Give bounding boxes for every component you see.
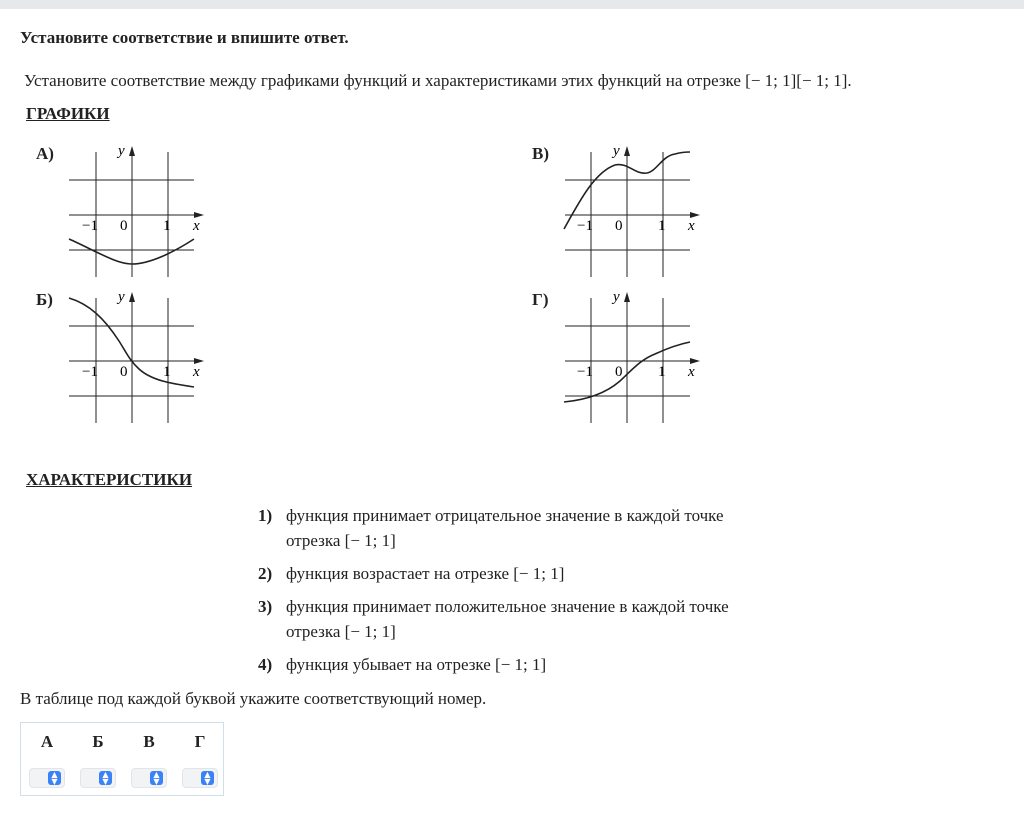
- characteristic-number: 1): [258, 506, 273, 525]
- characteristic-number: 2): [258, 564, 273, 583]
- characteristic-text: функция принимает отрицательное значение в каждой точке отрезка [− 1; 1]: [286, 506, 724, 550]
- graph-letter-a: А): [36, 144, 54, 163]
- answer-select-v[interactable]: [131, 768, 167, 788]
- characteristic-item: [258, 652, 778, 677]
- tick-neg: −1: [577, 364, 593, 380]
- characteristic-text: функция убывает на отрезке [− 1; 1]: [286, 655, 547, 674]
- answer-select-a[interactable]: [29, 768, 65, 788]
- column-header-v: В: [143, 732, 155, 751]
- graph-g: [560, 286, 710, 426]
- tick-neg: −1: [82, 364, 98, 380]
- task-intro: Установите соответствие между графиками функций и характеристиками этих функций на отрезке [− 1; 1][− 1; 1].: [24, 71, 852, 90]
- column-header-g: Г: [194, 732, 206, 751]
- characteristic-item: [258, 594, 778, 644]
- tick-neg: −1: [82, 218, 98, 234]
- tick-neg: −1: [577, 218, 593, 234]
- graph-b: [64, 286, 214, 426]
- select-arrows-icon: ▲ ▼: [150, 771, 163, 785]
- y-axis-label: y: [613, 143, 620, 159]
- characteristic-number: 4): [258, 655, 273, 674]
- select-arrows-icon: ▲ ▼: [48, 771, 61, 785]
- x-axis-label: x: [193, 364, 200, 380]
- select-arrows-icon: ▲ ▼: [201, 771, 214, 785]
- tick-zero: 0: [120, 364, 128, 380]
- characteristic-item: [258, 561, 778, 586]
- tick-pos: 1: [658, 364, 666, 380]
- top-bar: [0, 0, 1024, 9]
- graph-letter-v: В): [532, 144, 549, 163]
- tick-pos: 1: [163, 364, 171, 380]
- select-arrows-icon: ▲ ▼: [99, 771, 112, 785]
- tick-zero: 0: [615, 364, 623, 380]
- characteristic-number: 3): [258, 597, 273, 616]
- answer-select-g[interactable]: [182, 768, 218, 788]
- answer-table: [20, 722, 224, 796]
- characteristic-text: функция возрастает на отрезке [− 1; 1]: [286, 564, 565, 583]
- y-axis-label: y: [118, 143, 125, 159]
- graph-v: [560, 140, 710, 280]
- x-axis-label: x: [688, 218, 695, 234]
- column-header-a: А: [40, 732, 54, 751]
- x-axis-label: x: [193, 218, 200, 234]
- tick-pos: 1: [163, 218, 171, 234]
- characteristic-item: [258, 503, 778, 553]
- instruction-text: В таблице под каждой буквой укажите соответствующий номер.: [20, 689, 487, 708]
- tick-zero: 0: [615, 218, 623, 234]
- column-header-b: Б: [92, 732, 104, 751]
- task-heading: Установите соответствие и впишите ответ.: [20, 28, 349, 47]
- y-axis-label: y: [118, 289, 125, 305]
- graphs-section-title: ГРАФИКИ: [26, 104, 110, 123]
- characteristic-text: функция принимает положительное значение в каждой точке отрезка [− 1; 1]: [286, 597, 729, 641]
- tick-pos: 1: [658, 218, 666, 234]
- tick-zero: 0: [120, 218, 128, 234]
- answer-select-b[interactable]: [80, 768, 116, 788]
- x-axis-label: x: [688, 364, 695, 380]
- graph-letter-g: Г): [532, 290, 549, 309]
- y-axis-label: y: [613, 289, 620, 305]
- graph-letter-b: Б): [36, 290, 53, 309]
- graph-a: [64, 140, 214, 280]
- characteristics-section-title: ХАРАКТЕРИСТИКИ: [26, 470, 193, 489]
